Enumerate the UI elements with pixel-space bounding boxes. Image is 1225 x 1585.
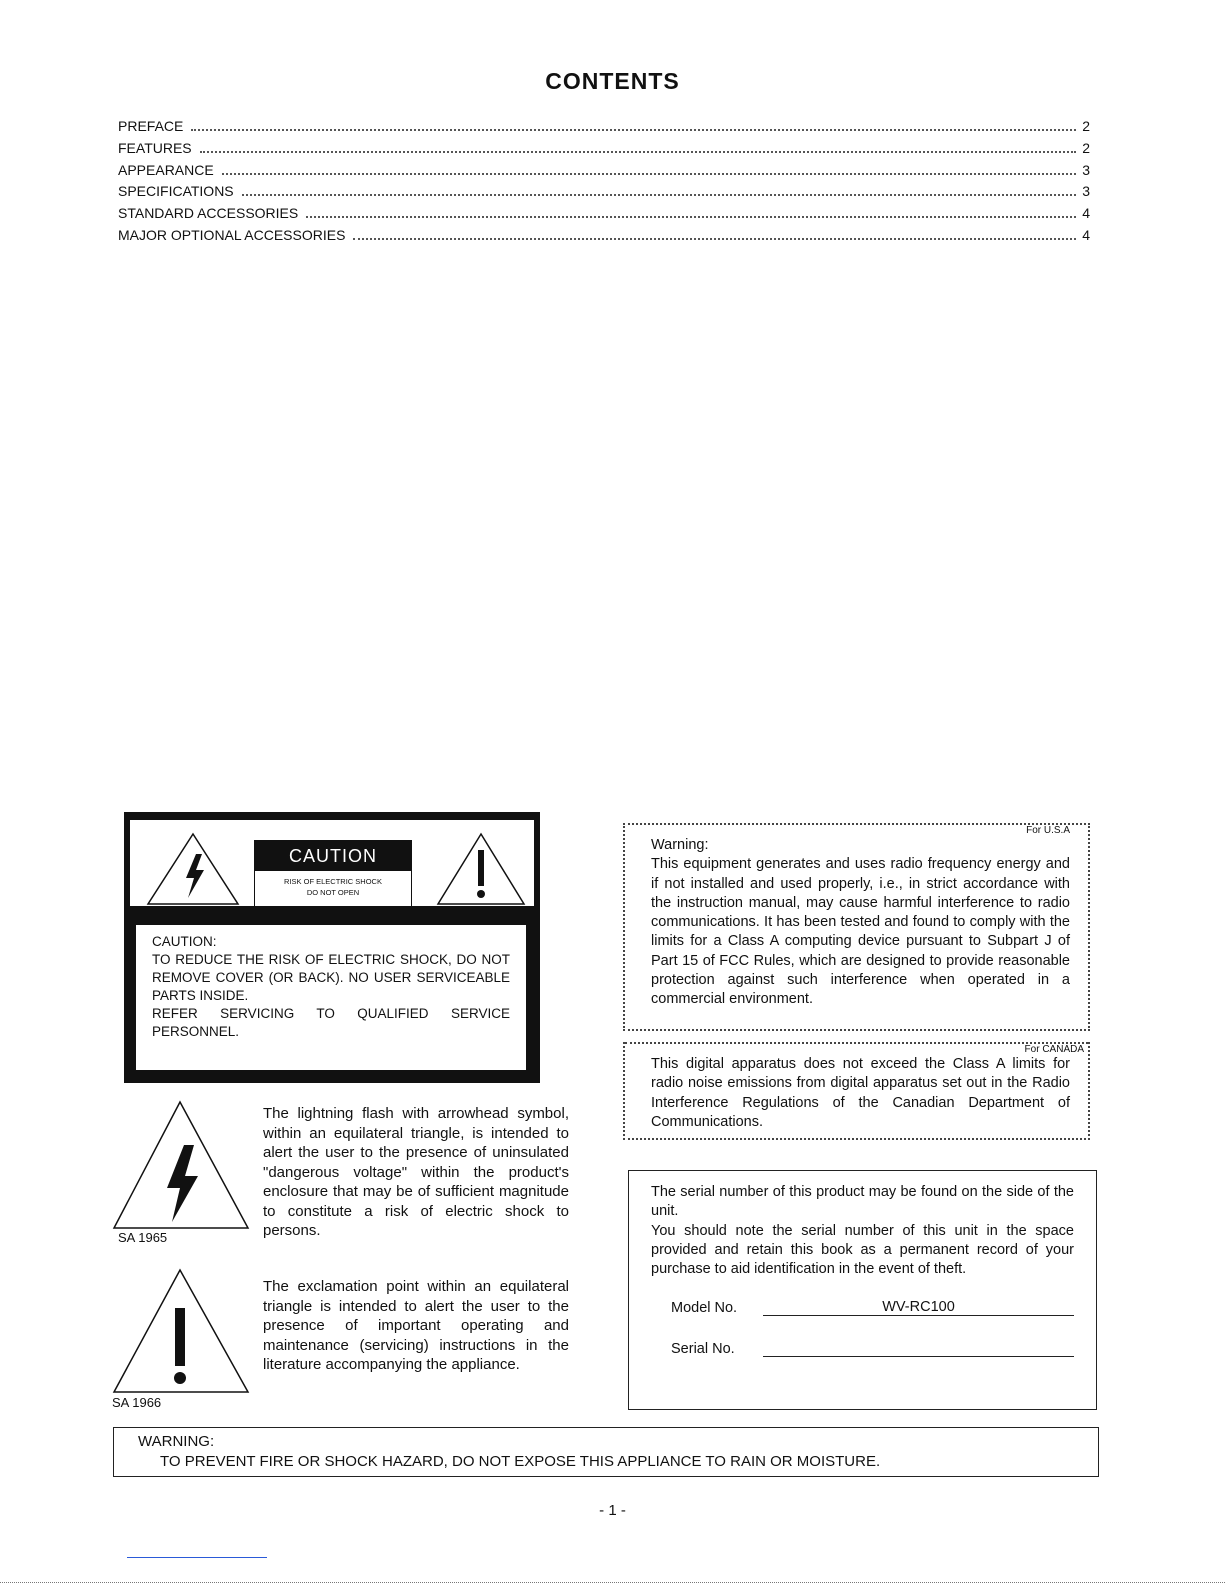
toc-entry[interactable] bbox=[118, 140, 1090, 160]
model-number-field[interactable]: WV-RC100 bbox=[763, 1299, 1074, 1316]
toc-leader bbox=[353, 238, 1076, 240]
toc-page: 3 bbox=[1082, 183, 1090, 200]
canada-body: This digital apparatus does not exceed the Class A limits for radio noise emissions from digital apparatus set out in the Radio Interference Regulations of the Canadian Department of Communications. bbox=[651, 1056, 1070, 1130]
toc-entry[interactable] bbox=[118, 205, 1090, 225]
caution-heading: CAUTION: bbox=[152, 934, 217, 949]
toc-page: 4 bbox=[1082, 227, 1090, 243]
toc-entry[interactable] bbox=[118, 227, 1090, 247]
lightning-triangle-icon bbox=[112, 1100, 252, 1230]
page-title: CONTENTS bbox=[545, 68, 680, 94]
serial-number-field[interactable] bbox=[763, 1338, 1074, 1357]
canada-notice bbox=[623, 1042, 1090, 1140]
usa-fcc-notice bbox=[623, 823, 1090, 1031]
toc-leader bbox=[191, 129, 1076, 131]
toc-leader bbox=[222, 173, 1077, 175]
lightning-symbol-description: The lightning flash with arrowhead symbol, within an equilateral triangle, is intended to alert the user to the presence of uninsulated "dangerous voltage" within the product's enclosure that may be of sufficient magnitude to constitute a risk of electric shock to persons. bbox=[263, 1105, 569, 1239]
toc-leader bbox=[200, 151, 1077, 153]
usa-tag: For U.S.A bbox=[1026, 825, 1070, 836]
toc-label: APPEARANCE bbox=[118, 161, 214, 178]
toc-entry[interactable] bbox=[118, 162, 1090, 182]
toc-label: PREFACE bbox=[118, 118, 184, 134]
exclamation-symbol-description: The exclamation point within an equilateral triangle is intended to alert the user to the presence of important operating and maintenance (servicing) instructions in the literature accompanying the appliance. bbox=[263, 1278, 569, 1373]
caution-line2: DO NOT OPEN bbox=[306, 888, 360, 897]
model-label: Model No. bbox=[671, 1300, 738, 1317]
toc-label: FEATURES bbox=[118, 139, 192, 156]
caution-header: CAUTION bbox=[255, 841, 411, 871]
canada-tag: For CANADA bbox=[625, 1042, 1088, 1055]
caution-label-box bbox=[124, 812, 540, 1083]
serial-paragraph-1: The serial number of this product may be found on the side of the unit. bbox=[651, 1184, 1074, 1220]
lightning-warning-icon bbox=[146, 832, 240, 906]
page-number: - 1 - bbox=[599, 1502, 626, 1519]
toc-leader bbox=[242, 194, 1077, 196]
warning-box bbox=[113, 1427, 1099, 1477]
toc-page: 3 bbox=[1082, 161, 1090, 178]
toc-entry[interactable] bbox=[118, 118, 1090, 138]
toc-entry[interactable] bbox=[118, 183, 1090, 203]
warning-heading: WARNING: bbox=[138, 1433, 215, 1450]
toc-label: MAJOR OPTIONAL ACCESSORIES bbox=[118, 227, 346, 243]
warning-body: TO PREVENT FIRE OR SHOCK HAZARD, DO NOT EXPOSE THIS APPLIANCE TO RAIN OR MOISTURE. bbox=[160, 1453, 881, 1470]
toc-page: 4 bbox=[1082, 205, 1090, 222]
exclamation-warning-icon bbox=[436, 832, 526, 906]
toc-page: 2 bbox=[1082, 118, 1090, 134]
usa-body: This equipment generates and uses radio frequency energy and if not installed and used properly, i.e., in strict accordance with the instruction manual, may cause harmful interference to radio communications. It has been tested and found to comply with the limits for a Class A computing device pursuant to Subpart J of Part 15 of FCC Rules, which are designed to provide reasonable protection against such interference when operated in a commercial environment. bbox=[651, 856, 1070, 1008]
toc-label: SPECIFICATIONS bbox=[118, 183, 234, 200]
symbol-code-1965: SA 1965 bbox=[118, 1230, 168, 1245]
serial-paragraph-2: You should note the serial number of this unit in the space provided and retain this book as a permanent record of your purchase to aid identification in the event of theft. bbox=[651, 1222, 1074, 1278]
caution-sticker bbox=[254, 840, 412, 913]
serial-label: Serial No. bbox=[671, 1341, 735, 1358]
toc-leader bbox=[306, 216, 1076, 218]
caution-body: TO REDUCE THE RISK OF ELECTRIC SHOCK, DO NOT REMOVE COVER (OR BACK). NO USER SERVICEABLE PARTS INSIDE. bbox=[152, 952, 510, 1003]
caution-line1: RISK OF ELECTRIC SHOCK bbox=[284, 877, 382, 886]
exclamation-triangle-icon bbox=[112, 1268, 252, 1394]
toc-page: 2 bbox=[1082, 139, 1090, 156]
link-underline bbox=[127, 1557, 267, 1558]
serial-number-box bbox=[628, 1170, 1097, 1410]
toc-label: STANDARD ACCESSORIES bbox=[118, 205, 299, 222]
caution-refer: REFER SERVICING TO QUALIFIED SERVICE PERSONNEL. bbox=[152, 1006, 510, 1039]
usa-heading: Warning: bbox=[651, 837, 709, 853]
symbol-code-1966: SA 1966 bbox=[112, 1395, 162, 1410]
